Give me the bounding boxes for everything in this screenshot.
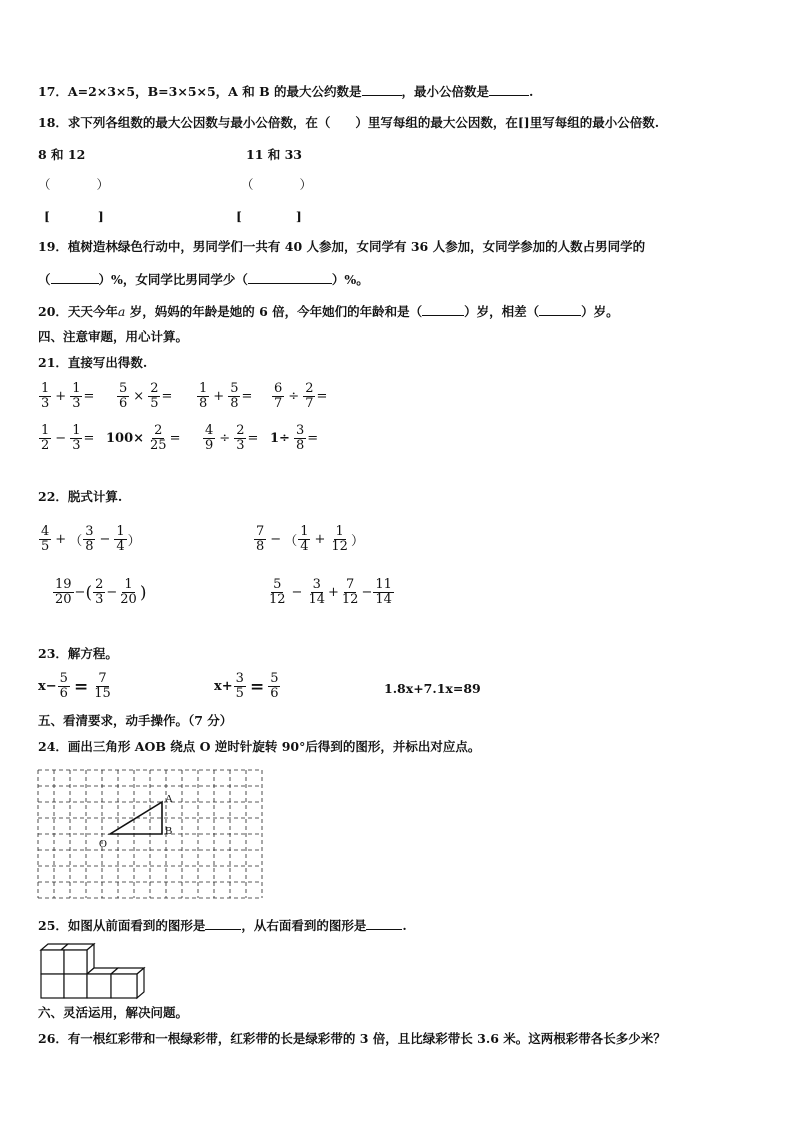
rotation-grid-figure[interactable] xyxy=(36,768,270,902)
expression-22-3: $\frac{19}{20}$ − ( $\frac{2}{3}$ − $\frac{1}{20}$ ) xyxy=(55,577,147,607)
expression-21-7: $\frac{4}{9}$ ÷ $\frac{2}{3}$ = xyxy=(205,423,259,453)
expression-21-6: 100× $\frac{2}{25}$ = xyxy=(106,423,181,453)
question-18: 18．求下列各组数的最大公因数与最小公倍数，在（ ）里写每组的最大公因数，在[]里写每组的最小公倍数. xyxy=(38,115,660,130)
expression-21-5: $\frac{1}{2}$ − $\frac{1}{3}$ = xyxy=(41,423,95,453)
question-26: 26．有一根红彩带和一根绿彩带，红彩带的长是绿彩带的 3 倍，且比绿彩带长 3.6 米。这两根彩带各长多少米？ xyxy=(38,1031,666,1046)
expression-21-4: $\frac{6}{7}$ ÷ $\frac{2}{7}$ = xyxy=(274,381,328,411)
answer-blank[interactable] xyxy=(489,82,529,96)
answer-blank[interactable] xyxy=(248,270,332,284)
gcf-answer-box-1[interactable]: （ ） xyxy=(38,177,110,192)
equation-23-1: x− $\frac{5}{6}$ = $\frac{7}{15}$ xyxy=(38,671,111,701)
section-5-heading: 五、看清要求，动手操作。（7 分） xyxy=(38,713,233,728)
equation-23-3: 1.8x+7.1x=89 xyxy=(384,681,481,696)
expression-22-1: $\frac{4}{5}$ + （ $\frac{3}{8}$ − $\frac{1}{4}$ ） xyxy=(41,524,141,554)
gcf-answer-box-2[interactable]: （ ） xyxy=(241,177,313,192)
expression-22-4: $\frac{5}{12}$ − $\frac{3}{14}$ + $\frac{7}{12}$ − $\frac{11}{14}$ xyxy=(269,577,392,607)
question-24: 24．画出三角形 AOB 绕点 O 逆时针旋转 90°后得到的图形，并标出对应点。 xyxy=(38,739,481,754)
section-6-heading: 六、灵活运用，解决问题。 xyxy=(38,1005,189,1020)
cube-stack-figure xyxy=(38,942,150,1002)
question-20: 20．天天今年a 岁，妈妈的年龄是她的 6 倍，今年她们的年龄和是（ ）岁，相差（ ）岁。 xyxy=(38,304,619,319)
answer-blank[interactable] xyxy=(51,270,99,284)
lcm-answer-box-1[interactable]: [ ] xyxy=(44,209,104,224)
answer-blank[interactable] xyxy=(539,302,581,316)
expression-21-2: $\frac{5}{6}$ × $\frac{2}{5}$ = xyxy=(119,381,173,411)
label-o: O xyxy=(99,838,107,850)
section-4-heading: 四、注意审题，用心计算。 xyxy=(38,329,189,344)
expression-21-3: $\frac{1}{8}$ + $\frac{5}{8}$ = xyxy=(199,381,253,411)
answer-blank[interactable] xyxy=(205,916,241,930)
question-17: 17．A=2×3×5，B=3×5×5，A 和 B 的最大公约数是 ，最小公倍数是 . xyxy=(38,84,534,99)
expression-22-2: $\frac{7}{8}$ − （ $\frac{1}{4}$ + $\frac{1}{12}$ ） xyxy=(256,524,364,554)
expression-21-1: $\frac{1}{3}$ + $\frac{1}{3}$ = xyxy=(41,381,95,411)
question-23: 23．解方程。 xyxy=(38,646,118,661)
label-a: A xyxy=(165,793,173,805)
question-22: 22．脱式计算. xyxy=(38,489,123,504)
answer-blank[interactable] xyxy=(422,302,464,316)
question-19: 19．植树造林绿色行动中，男同学们一共有 40 人参加，女同学有 36 人参加，女同学参加的人数占男同学的 xyxy=(38,239,646,254)
answer-blank[interactable] xyxy=(366,916,402,930)
question-25: 25．如图从前面看到的图形是 ，从右面看到的图形是 . xyxy=(38,918,407,933)
equation-23-2: x+ $\frac{3}{5}$ = $\frac{5}{6}$ xyxy=(214,671,279,701)
question-21: 21．直接写出得数. xyxy=(38,355,148,370)
answer-blank[interactable] xyxy=(362,82,402,96)
label-b: B xyxy=(165,825,173,837)
number-pair-2: 11 和 33 xyxy=(246,147,302,162)
number-pair-1: 8 和 12 xyxy=(38,147,86,162)
expression-21-8: 1÷ $\frac{3}{8}$ = xyxy=(270,423,319,453)
lcm-answer-box-2[interactable]: [ ] xyxy=(236,209,302,224)
question-19-line-2: （ ）%，女同学比男同学少（ ）%。 xyxy=(38,272,369,287)
